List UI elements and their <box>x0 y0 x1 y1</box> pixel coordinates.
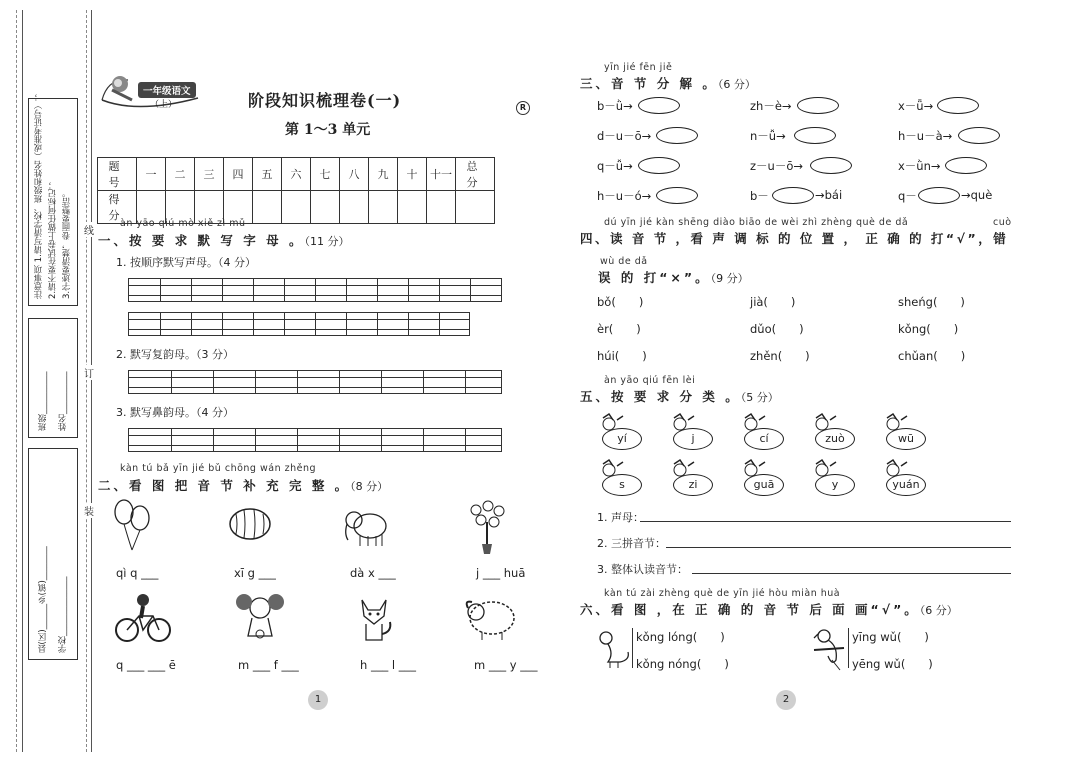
sec4-title-2 <box>598 268 749 286</box>
sec2-pinyin: kàn tú bǎ yīn jié bǔ chōng wán zhěng <box>120 463 317 474</box>
sec1-sub2: 2. 默写复韵母。（3 分） <box>116 348 234 361</box>
sec2-item-8[interactable]: m ___ y ___ <box>474 658 538 672</box>
mark-line: 线 <box>84 222 94 237</box>
sec1-title-text: 一、按 要 求 默 写 字 母 。 <box>98 233 305 248</box>
sec6-option-2[interactable]: kǒng nóng( ) <box>636 657 729 671</box>
answer-oval[interactable] <box>937 97 979 114</box>
answer-oval[interactable] <box>638 97 680 114</box>
sec3-item-3: x－ǖ→ <box>898 99 934 113</box>
name-label: 姓名 <box>58 414 68 431</box>
balloon-icon <box>110 498 160 556</box>
sec4-item-8[interactable]: zhěn( ) <box>750 349 810 363</box>
sec2-title-text: 二、看 图 把 音 节 补 充 完 整 。 <box>98 478 351 493</box>
notes-head: 注意事项 <box>34 265 44 299</box>
sec4-title: 四、读 音 节 ，看 声 调 标 的 位 置 ， 正 确 的 打“√”，错 <box>580 231 1009 246</box>
sec4-item-6[interactable]: kǒng( ) <box>898 322 959 336</box>
score-row-label: 得 分 <box>98 191 137 224</box>
unit-title: 第 1～3 单元 <box>285 122 371 138</box>
score-cell[interactable] <box>369 191 398 224</box>
sec3-item-10: h－u－ó→ <box>597 189 652 203</box>
sec6-points: （6 分） <box>919 604 958 617</box>
bird-syllable: zi <box>673 474 713 496</box>
score-cell[interactable] <box>253 191 282 224</box>
class-field[interactable]: 班级__________ <box>38 371 48 431</box>
score-header-row <box>98 158 495 191</box>
answer-oval[interactable] <box>797 97 839 114</box>
score-col: 五 <box>253 158 282 191</box>
score-col: 九 <box>369 158 398 191</box>
sec2-item-7[interactable]: h ___ l ___ <box>360 658 416 672</box>
answer-oval[interactable] <box>810 157 852 174</box>
score-table <box>97 157 501 224</box>
elephant-icon <box>342 506 392 548</box>
sec3-item-7: q－ǚ→ <box>597 159 633 173</box>
bird-syllable: yuán <box>886 474 926 496</box>
girl-icon <box>232 590 288 642</box>
sec2-item-1[interactable]: qì q ___ <box>116 566 159 580</box>
answer-line[interactable] <box>666 547 1011 548</box>
page-number-2: 2 <box>776 690 796 710</box>
sec5-pinyin: àn yāo qiú fēn lèi <box>604 375 696 386</box>
bird-card[interactable] <box>668 414 718 454</box>
brace-line <box>848 628 849 668</box>
score-col: 一 <box>137 158 166 191</box>
sec4-item-1[interactable]: bǒ( ) <box>597 295 644 309</box>
sec2-item-5[interactable]: q ___ ___ ē <box>116 658 176 672</box>
score-col: 六 <box>282 158 311 191</box>
score-col: 四 <box>224 158 253 191</box>
sheep-icon <box>462 594 520 642</box>
sec5-title-text: 五、按 要 求 分 类 。 <box>580 389 741 404</box>
bird-syllable: cí <box>744 428 784 450</box>
sec2-item-6[interactable]: m ___ f ___ <box>238 658 299 672</box>
sec3-item-11: b－ <box>750 189 769 203</box>
sec4-item-3[interactable]: sheńg( ) <box>898 295 965 309</box>
sec3-item-8: z－u－ō→ <box>750 159 803 173</box>
badge-text: 一年级语文 <box>138 82 196 98</box>
sec1-sub3: 3. 默写鼻韵母。（4 分） <box>116 406 234 419</box>
sec5-line-label-1: 1. 声母： <box>597 511 644 524</box>
school-box <box>28 448 78 660</box>
answer-oval[interactable] <box>794 127 836 144</box>
score-col: 十一 <box>427 158 456 191</box>
bicycle-icon <box>113 592 173 644</box>
sec3-result-1: →bái <box>815 188 843 202</box>
dinosaur-icon <box>594 630 632 670</box>
county-town-field[interactable]: 县(区)______乡(镇)________ <box>38 546 48 653</box>
sec3-item-6: h－u－à→ <box>898 129 953 143</box>
sec4-title-2-text: 误 的 打“×”。 <box>598 270 711 285</box>
grade-badge <box>98 70 208 110</box>
sec3-item-1: b－ǜ→ <box>597 99 633 113</box>
sec4-item-4[interactable]: èr( ) <box>597 322 641 336</box>
sec2-points: （8 分） <box>350 480 389 493</box>
score-cell[interactable] <box>427 191 456 224</box>
nasal-finals-grid[interactable] <box>128 428 502 452</box>
sec2-title <box>98 476 388 494</box>
sec4-item-5[interactable]: dǔo( ) <box>750 322 804 336</box>
sec1-title <box>98 231 349 249</box>
answer-oval[interactable] <box>656 127 698 144</box>
score-cell[interactable] <box>398 191 427 224</box>
answer-oval[interactable] <box>656 187 698 204</box>
score-header-label: 题 号 <box>98 158 137 191</box>
sec6-option-3[interactable]: yīng wǔ( ) <box>852 630 929 644</box>
sec6-option-4[interactable]: yēng wǔ( ) <box>852 657 933 671</box>
bird-card[interactable] <box>597 460 647 500</box>
initials-grid-2[interactable] <box>128 312 470 336</box>
class-label: 班级 <box>38 414 48 431</box>
bird-syllable: s <box>602 474 642 496</box>
sec2-item-4[interactable]: j ___ huā <box>476 566 526 580</box>
bird-syllable: zuò <box>815 428 855 450</box>
sec2-item-3[interactable]: dà x ___ <box>350 566 396 580</box>
sec4-item-9[interactable]: chǔan( ) <box>898 349 966 363</box>
score-col: 十 <box>398 158 427 191</box>
sec1-points: （11 分） <box>304 235 350 248</box>
sec4-item-2[interactable]: jià( ) <box>750 295 796 309</box>
sec5-points: （5 分） <box>740 391 779 404</box>
score-col: 三 <box>195 158 224 191</box>
page-number-1: 1 <box>308 690 328 710</box>
sec4-pinyin: dú yīn jié kàn shēng diào biāo de wèi zhì zhèng què de dǎ <box>604 217 909 228</box>
sec3-item-4: d－u－ō→ <box>597 129 652 143</box>
notes-box <box>28 92 78 306</box>
score-col: 八 <box>340 158 369 191</box>
note-2: 2.请不要在试卷上做任何标记； <box>48 180 58 299</box>
sec3-item-9: x－ǜn→ <box>898 159 941 173</box>
bird-syllable: yí <box>602 428 642 450</box>
school-label: 学校 <box>58 636 68 653</box>
bird-card[interactable] <box>668 460 718 500</box>
fox-icon <box>354 594 394 644</box>
notes-text <box>33 92 45 299</box>
answer-oval[interactable] <box>958 127 1000 144</box>
note-3: 3.字迹要清楚，卷面要整洁。 <box>62 188 72 299</box>
flower-icon <box>462 498 512 556</box>
answer-line[interactable] <box>640 521 1011 522</box>
sec3-item-12: q－ <box>898 189 917 203</box>
score-cell[interactable] <box>456 191 495 224</box>
sec3-title-text: 三、音 节 分 解 。 <box>580 76 718 91</box>
score-cell[interactable] <box>340 191 369 224</box>
page-title: 阶段知识梳理卷(一) <box>248 91 402 110</box>
sec6-title-text: 六、看 图 ，在 正 确 的 音 节 后 面 画“√”。 <box>580 602 920 617</box>
sec3-points: （6 分） <box>717 78 756 91</box>
sec2-item-2[interactable]: xī g ___ <box>234 566 276 580</box>
score-cell[interactable] <box>311 191 340 224</box>
sec4-pinyin-3: wù de dǎ <box>600 256 648 267</box>
badge-sub: （上） <box>150 100 178 110</box>
brace-line <box>632 628 633 668</box>
sec3-pinyin: yīn jié fēn jiě <box>604 62 673 73</box>
bird-card[interactable] <box>739 414 789 454</box>
bird-card[interactable] <box>739 460 789 500</box>
answer-oval[interactable] <box>772 187 814 204</box>
parrot-icon <box>810 626 850 672</box>
sec3-title <box>580 74 756 92</box>
compound-finals-grid[interactable] <box>128 370 502 394</box>
mark-ding: 订 <box>84 365 94 380</box>
sec3-result-2: →què <box>961 188 993 202</box>
bird-card[interactable] <box>810 414 860 454</box>
sec5-line-label-3: 3. 整体认读音节： <box>597 563 688 576</box>
name-field[interactable]: 姓名__________ <box>58 371 68 431</box>
sec5-title <box>580 387 779 405</box>
bird-syllable: y <box>815 474 855 496</box>
answer-oval[interactable] <box>945 157 987 174</box>
sec6-pinyin: kàn tú zài zhèng què de yīn jié hòu miàn huà <box>604 588 841 599</box>
registered-mark: R <box>516 101 530 115</box>
bird-card[interactable] <box>810 460 860 500</box>
bird-card[interactable] <box>881 460 931 500</box>
sec3-item-2: zh－è→ <box>750 99 792 113</box>
sec6-option-1[interactable]: kǒng lóng( ) <box>636 630 725 644</box>
county-label: 县(区) <box>38 629 48 653</box>
sec5-line-label-2: 2. 三拼音节： <box>597 537 666 550</box>
sec1-pinyin: àn yāo qiú mò xiě zì mǔ <box>120 218 246 229</box>
score-cell[interactable] <box>282 191 311 224</box>
school-field[interactable]: 学校______________ <box>58 576 68 653</box>
bird-card[interactable] <box>881 414 931 454</box>
sec1-sub1: 1. 按顺序默写声母。（4 分） <box>116 256 256 269</box>
answer-oval[interactable] <box>638 157 680 174</box>
sec6-title <box>580 600 958 618</box>
sec4-pinyin-2: cuò <box>993 217 1012 228</box>
bird-syllable: guā <box>744 474 784 496</box>
bird-syllable: wū <box>886 428 926 450</box>
score-col: 七 <box>311 158 340 191</box>
sec4-item-7[interactable]: húi( ) <box>597 349 647 363</box>
note-1: 1.请写清学校、班级和姓名（或准考证号）； <box>34 92 44 263</box>
town-label: 乡(镇) <box>38 580 48 604</box>
mark-zhuang: 装 <box>84 503 94 518</box>
watermelon-icon <box>226 504 274 544</box>
sec3-item-5: n－ǚ→ <box>750 129 786 143</box>
initials-grid-1[interactable] <box>128 278 502 302</box>
score-total-label: 总 分 <box>456 158 495 191</box>
sec4-points: （9 分） <box>710 272 749 285</box>
bird-card[interactable] <box>597 414 647 454</box>
class-name-box <box>28 318 78 438</box>
score-col: 二 <box>166 158 195 191</box>
bird-syllable: j <box>673 428 713 450</box>
answer-oval[interactable] <box>918 187 960 204</box>
answer-line[interactable] <box>692 573 1011 574</box>
